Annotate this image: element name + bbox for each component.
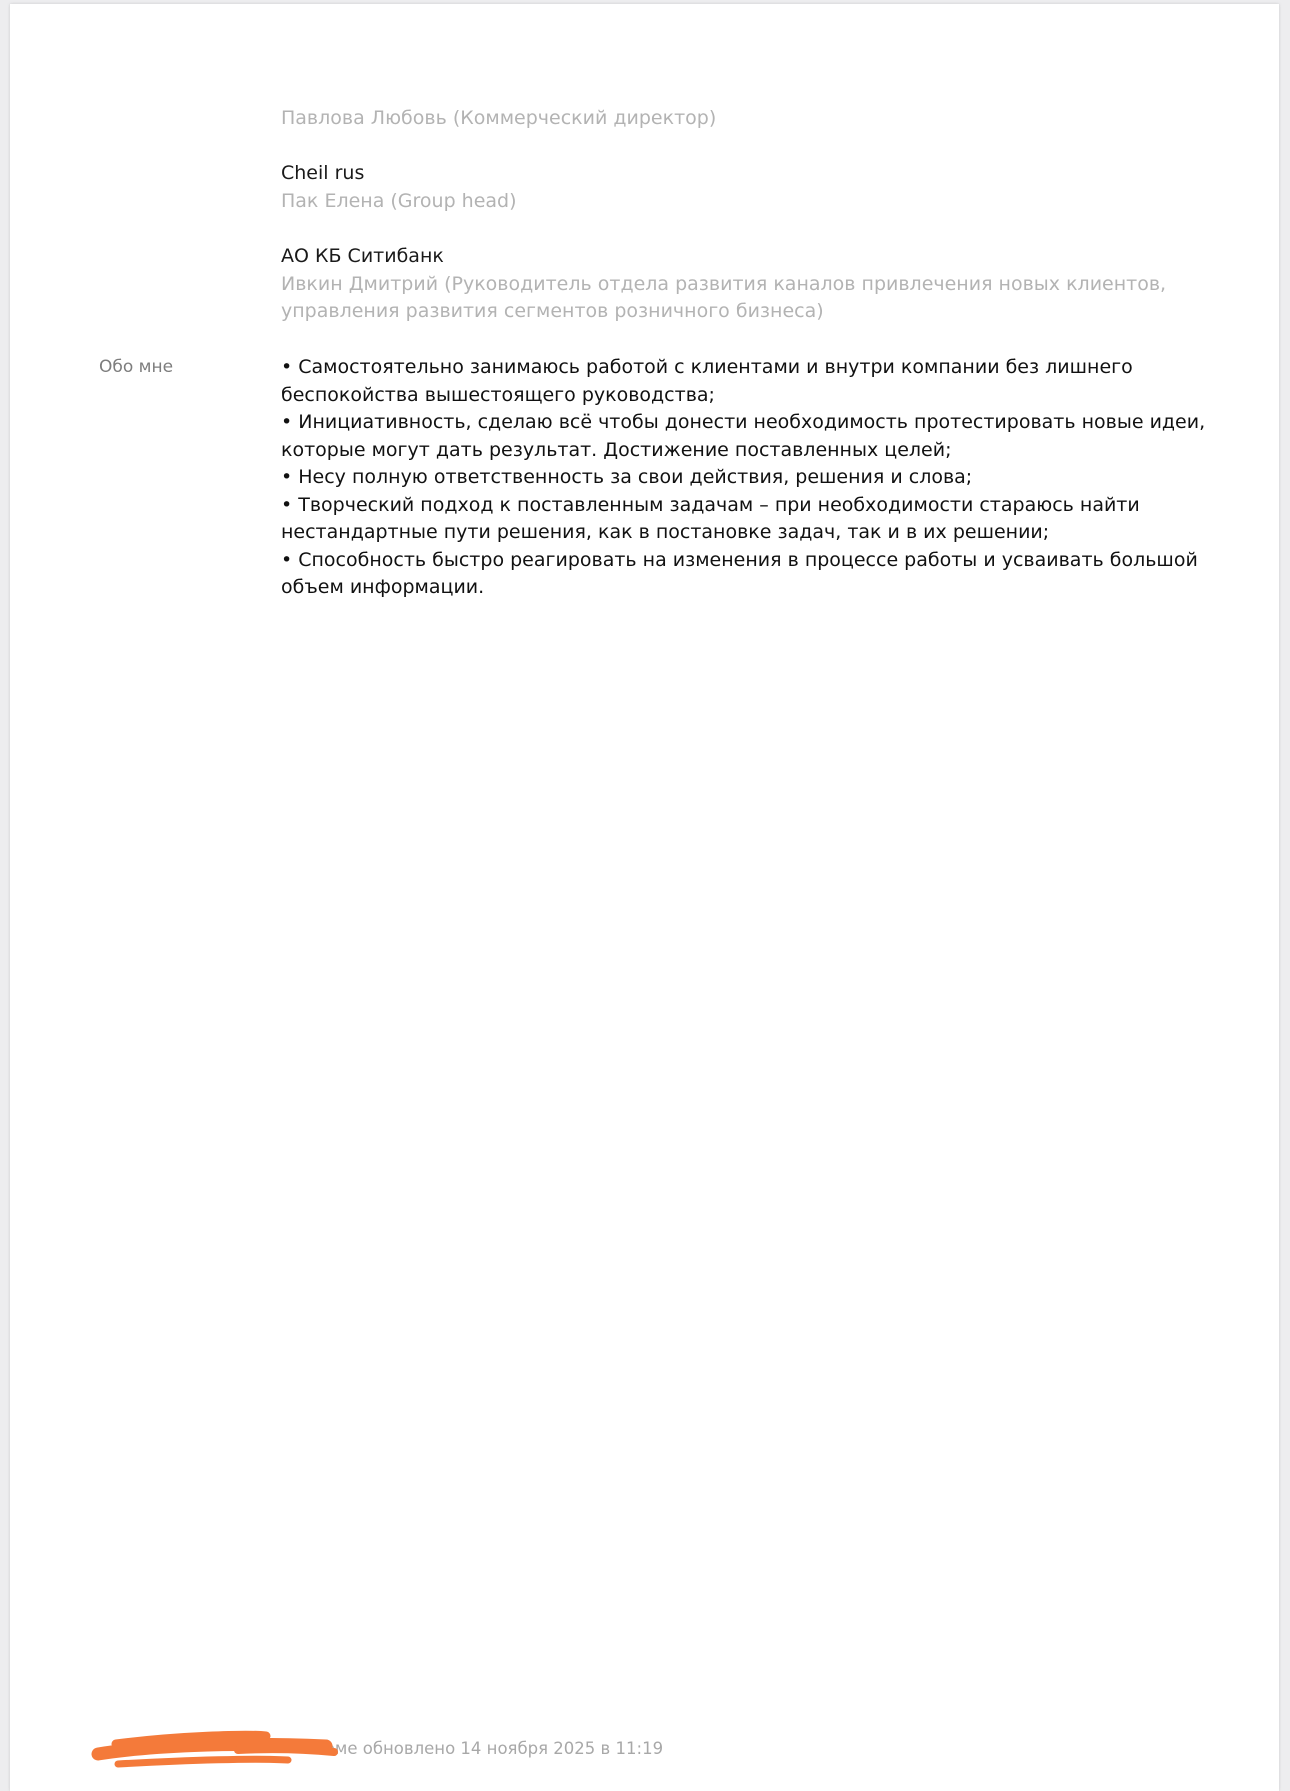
recommendation-contact: Павлова Любовь (Коммерческий директор) xyxy=(281,107,717,129)
recommendation-3 xyxy=(281,243,1181,326)
about-line: • Самостоятельно занимаюсь работой с клиентами и внутри компании без лишнего xyxy=(281,356,1133,378)
recommendation-2 xyxy=(281,160,1181,215)
about-line: беспокойства вышестоящего руководства; xyxy=(281,383,715,406)
recommendation-contact: управления развития сегментов розничного бизнеса) xyxy=(281,300,824,322)
resume-updated-text: юме обновлено 14 ноября 2025 в 11:19 xyxy=(321,1739,664,1758)
about-line: нестандартные пути решения, как в постановке задач, так и в их решении; xyxy=(281,521,1050,543)
recommendation-company: Cheil rus xyxy=(281,162,365,184)
about-line: • Несу полную ответственность за свои действия, решения и слова; xyxy=(281,466,973,488)
about-line: • Инициативность, сделаю всё чтобы донести необходимость протестировать новые идеи, xyxy=(281,411,1206,433)
recommendation-company: АО КБ Ситибанк xyxy=(281,245,444,267)
about-line: объем информации. xyxy=(281,576,485,598)
about-line: которые могут дать результат. Достижение поставленных целей; xyxy=(281,438,952,461)
recommendation-contact: Ивкин Дмитрий (Руководитель отдела развития каналов привлечения новых клиентов, xyxy=(281,272,1167,295)
about-section-text xyxy=(281,354,1206,602)
resume-page xyxy=(10,4,1279,1791)
about-section-label: Обо мне xyxy=(99,357,174,377)
about-line: • Творческий подход к поставленным задачам – при необходимости стараюсь найти xyxy=(281,493,1140,516)
recommendation-1 xyxy=(281,105,1181,133)
redaction-scribble xyxy=(88,1724,338,1776)
about-line: • Способность быстро реагировать на изменения в процессе работы и усваивать большой xyxy=(281,548,1198,571)
recommendation-contact: Пак Елена (Group head) xyxy=(281,189,517,212)
